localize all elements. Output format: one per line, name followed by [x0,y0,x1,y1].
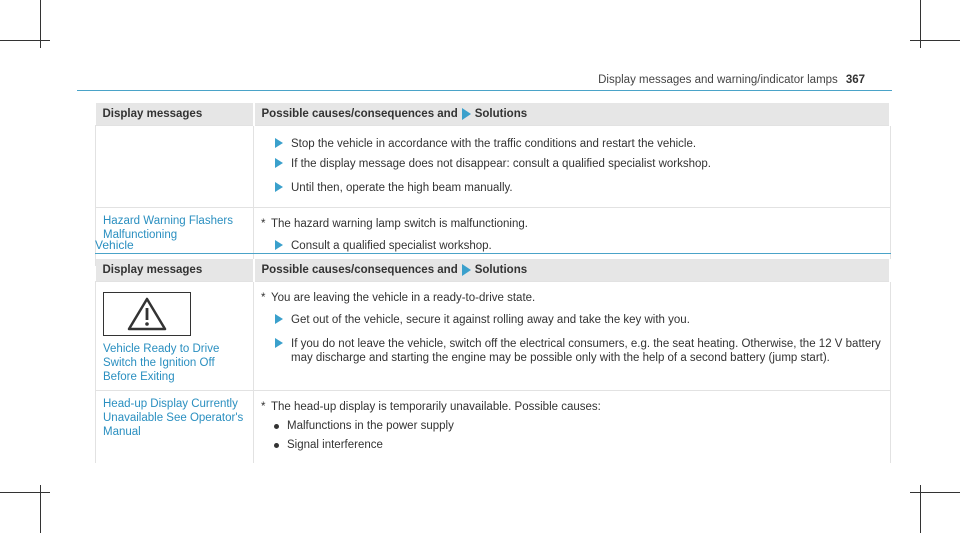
solution-cell [254,208,891,266]
running-header [598,74,865,86]
step-text: Consult a qualified specialist workshop. [291,240,492,252]
step-text: Get out of the vehicle, secure it against rolling away and take the key with you. [291,314,690,326]
asterisk: * [261,292,266,304]
solution-cell [254,282,891,391]
column-header-causes [254,103,891,126]
bullet-item [261,438,883,452]
arrow-icon [462,264,471,276]
step-item [261,337,883,365]
crop-mark [0,40,50,41]
crop-mark [910,492,960,493]
cause-note [261,217,883,231]
step-arrow-icon [275,138,283,148]
message-cell [96,282,254,391]
column-header-causes-label: Possible causes/consequences and [261,108,458,121]
table-header-row [96,259,891,282]
step-arrow-icon [275,182,283,192]
bullet-text: Malfunctions in the power supply [287,420,454,432]
asterisk: * [261,401,266,413]
cause-note [261,291,883,305]
asterisk: * [261,218,266,230]
solution-cell [254,126,891,208]
table-row [96,126,891,208]
column-header-messages: Display messages [96,259,254,282]
step-item [261,313,883,327]
warning-triangle-icon [103,292,191,336]
cause-text: The hazard warning lamp switch is malfunctioning. [271,218,528,230]
messages-table-2 [95,259,891,463]
messages-table-1 [95,103,891,266]
section-rule [95,253,891,254]
step-item [261,239,883,253]
step-text: If you do not leave the vehicle, switch off the electrical consumers, e.g. the seat heating. Otherwise, the 12 V battery may discharge and starting the engine may be possible only with the help of a second battery (jump start). [291,338,881,364]
table-header-row [96,103,891,126]
step-arrow-icon [275,240,283,250]
step-arrow-icon [275,314,283,324]
crop-mark [0,492,50,493]
message-text: Head-up Display Currently Unavailable See Operator's Manual [103,398,244,438]
table-row [96,208,891,266]
header-rule [77,90,892,91]
step-text: If the display message does not disappear: consult a qualified specialist workshop. [291,158,711,170]
bullet-item [261,419,883,433]
column-header-solutions-label: Solutions [474,264,528,277]
column-header-solutions-label: Solutions [474,108,528,121]
crop-mark [910,40,960,41]
message-text: Hazard Warning Flashers Malfunctioning [103,215,233,241]
step-item [261,181,883,195]
step-item [261,137,883,151]
step-arrow-icon [275,338,283,348]
column-header-causes [254,259,891,282]
table-row [96,282,891,391]
column-header-causes-label: Possible causes/consequences and [261,264,458,277]
arrow-icon [462,108,471,120]
cause-text: You are leaving the vehicle in a ready-to-drive state. [271,292,536,304]
message-cell [96,391,254,464]
cause-text: The head-up display is temporarily unavailable. Possible causes: [271,401,601,413]
bullet-dot [274,424,279,429]
bullet-dot [274,443,279,448]
message-cell [96,126,254,208]
page-number: 367 [845,74,865,86]
section-title: Vehicle [95,238,134,252]
message-cell [96,208,254,266]
table-row [96,391,891,464]
cause-note [261,400,883,414]
step-arrow-icon [275,158,283,168]
solution-cell [254,391,891,464]
message-text: Vehicle Ready to Drive Switch the Ignition Off Before Exiting [103,343,220,383]
step-text: Stop the vehicle in accordance with the traffic conditions and restart the vehicle. [291,138,697,150]
step-item [261,157,883,171]
column-header-messages: Display messages [96,103,254,126]
running-header-title: Display messages and warning/indicator lamps [598,74,838,86]
step-text: Until then, operate the high beam manually. [291,182,513,194]
bullet-text: Signal interference [287,439,383,451]
